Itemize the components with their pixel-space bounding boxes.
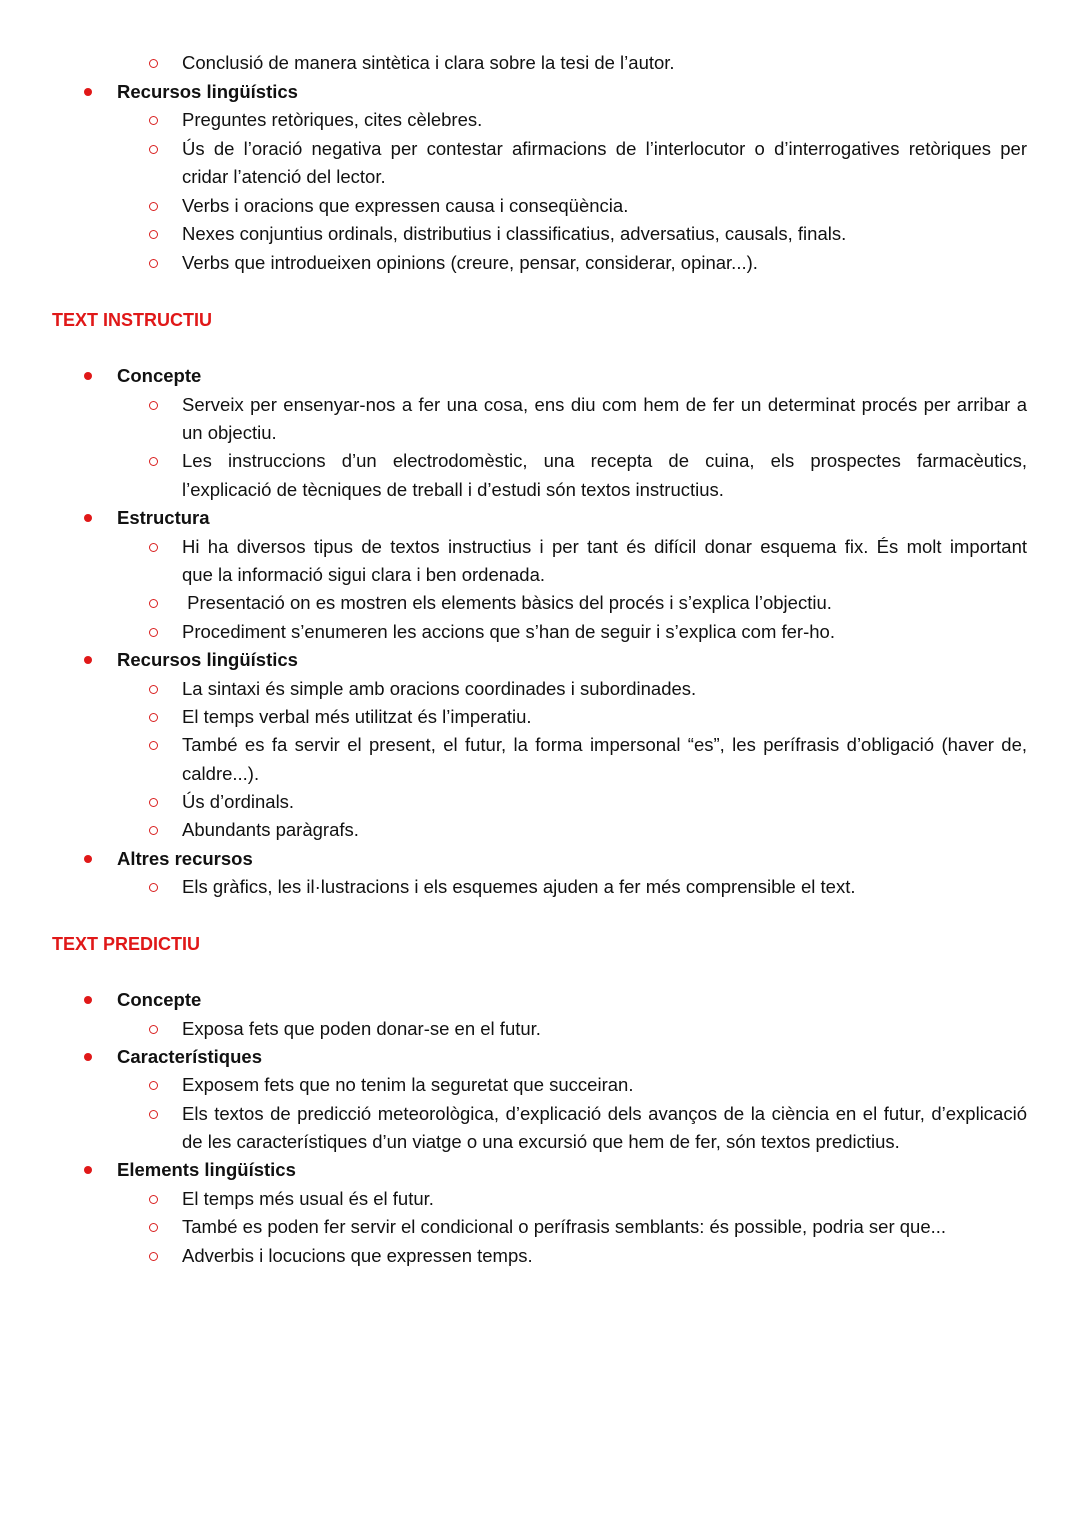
list-item-continuation: de les característiques d’un viatge o una excursió que hem de fer, són textos predictius. <box>182 1131 900 1152</box>
list-item: Abundants paràgrafs. <box>182 819 359 840</box>
hollow-bullet-icon <box>149 1071 161 1083</box>
hollow-bullet-icon <box>149 589 161 601</box>
section-heading: Elements lingüístics <box>117 1159 296 1180</box>
list-item-continuation: l’explicació de tècniques de treball i d’estudi són textos instructius. <box>182 479 724 500</box>
list-item: El temps més usual és el futur. <box>182 1188 434 1209</box>
list-item: La sintaxi és simple amb oracions coordinades i subordinades. <box>182 678 697 699</box>
list-item: Nexes conjuntius ordinals, distributius i classificatius, adversatius, causals, finals. <box>182 223 847 244</box>
hollow-bullet-icon <box>149 873 161 885</box>
list-item: Exposa fets que poden donar-se en el futur. <box>182 1018 541 1039</box>
list-item: També es poden fer servir el condicional o perífrasis semblants: és possible, podria ser que... <box>182 1216 947 1237</box>
list-item: El temps verbal més utilitzat és l’imperatiu. <box>182 706 532 727</box>
section-heading: Recursos lingüístics <box>117 81 298 102</box>
hollow-bullet-icon <box>149 1213 161 1225</box>
solid-bullet-icon <box>84 1156 94 1184</box>
solid-bullet-icon <box>84 1043 94 1071</box>
hollow-bullet-icon <box>149 1015 161 1027</box>
hollow-bullet-icon <box>149 1185 161 1197</box>
hollow-bullet-icon <box>149 447 161 459</box>
list-item-continuation: que la informació sigui clara i ben ordenada. <box>182 564 546 585</box>
hollow-bullet-icon <box>149 675 161 687</box>
list-item: Ús d’ordinals. <box>182 791 295 812</box>
section-heading: Altres recursos <box>117 848 253 869</box>
hollow-bullet-icon <box>149 1100 161 1112</box>
section-heading: Concepte <box>117 989 202 1010</box>
hollow-bullet-icon <box>149 731 161 743</box>
hollow-bullet-icon <box>149 49 161 61</box>
list-item: Els gràfics, les il·lustracions i els esquemes ajuden a fer més comprensible el text. <box>182 876 856 897</box>
list-item: Els textos de predicció meteorològica, d’explicació dels avanços de la ciència en el futur, d’explicació <box>182 1103 1027 1124</box>
solid-bullet-icon <box>84 504 94 532</box>
section-heading: Característiques <box>117 1046 262 1067</box>
list-item: Preguntes retòriques, cites cèlebres. <box>182 109 483 130</box>
hollow-bullet-icon <box>149 816 161 828</box>
hollow-bullet-icon <box>149 391 161 403</box>
list-item: Adverbis i locucions que expressen temps. <box>182 1245 533 1266</box>
section-heading: Concepte <box>117 365 202 386</box>
list-item: Verbs i oracions que expressen causa i conseqüència. <box>182 195 629 216</box>
list-item: Presentació on es mostren els elements bàsics del procés i s’explica l’objectiu. <box>182 592 832 613</box>
list-item: Verbs que introdueixen opinions (creure, pensar, considerar, opinar...). <box>182 252 758 273</box>
list-item-continuation: cridar l’atenció del lector. <box>182 166 386 187</box>
hollow-bullet-icon <box>149 106 161 118</box>
solid-bullet-icon <box>84 78 94 106</box>
section-title-instructiu: TEXT INSTRUCTIU <box>52 310 212 330</box>
hollow-bullet-icon <box>149 1242 161 1254</box>
section-title-predictiu: TEXT PREDICTIU <box>52 934 201 954</box>
solid-bullet-icon <box>84 646 94 674</box>
hollow-bullet-icon <box>149 135 161 147</box>
solid-bullet-icon <box>84 986 94 1014</box>
list-item-continuation: caldre...). <box>182 763 260 784</box>
solid-bullet-icon <box>84 845 94 873</box>
hollow-bullet-icon <box>149 703 161 715</box>
list-item: Hi ha diversos tipus de textos instructius i per tant és difícil donar esquema fix. És molt important <box>182 536 1027 557</box>
hollow-bullet-icon <box>149 788 161 800</box>
list-item: Exposem fets que no tenim la seguretat que succeiran. <box>182 1074 634 1095</box>
hollow-bullet-icon <box>149 220 161 232</box>
list-item: Ús de l’oració negativa per contestar afirmacions de l’interlocutor o d’interrogatives retòriques per <box>182 138 1027 159</box>
solid-bullet-icon <box>84 362 94 390</box>
section-heading: Recursos lingüístics <box>117 649 298 670</box>
list-item: També es fa servir el present, el futur, la forma impersonal “es”, les perífrasis d’obligació (haver de, <box>182 734 1027 755</box>
hollow-bullet-icon <box>149 249 161 261</box>
list-item-continuation: un objectiu. <box>182 422 277 443</box>
list-item: Procediment s’enumeren les accions que s’han de seguir i s’explica com fer-ho. <box>182 621 835 642</box>
list-item: Serveix per ensenyar-nos a fer una cosa, ens diu com hem de fer un determinat procés per arribar a <box>182 394 1027 415</box>
hollow-bullet-icon <box>149 533 161 545</box>
hollow-bullet-icon <box>149 618 161 630</box>
list-item: Conclusió de manera sintètica i clara sobre la tesi de l’autor. <box>182 52 675 73</box>
list-item: Les instruccions d’un electrodomèstic, una recepta de cuina, els prospectes farmacèutics, <box>182 450 1027 471</box>
hollow-bullet-icon <box>149 192 161 204</box>
section-heading: Estructura <box>117 507 210 528</box>
